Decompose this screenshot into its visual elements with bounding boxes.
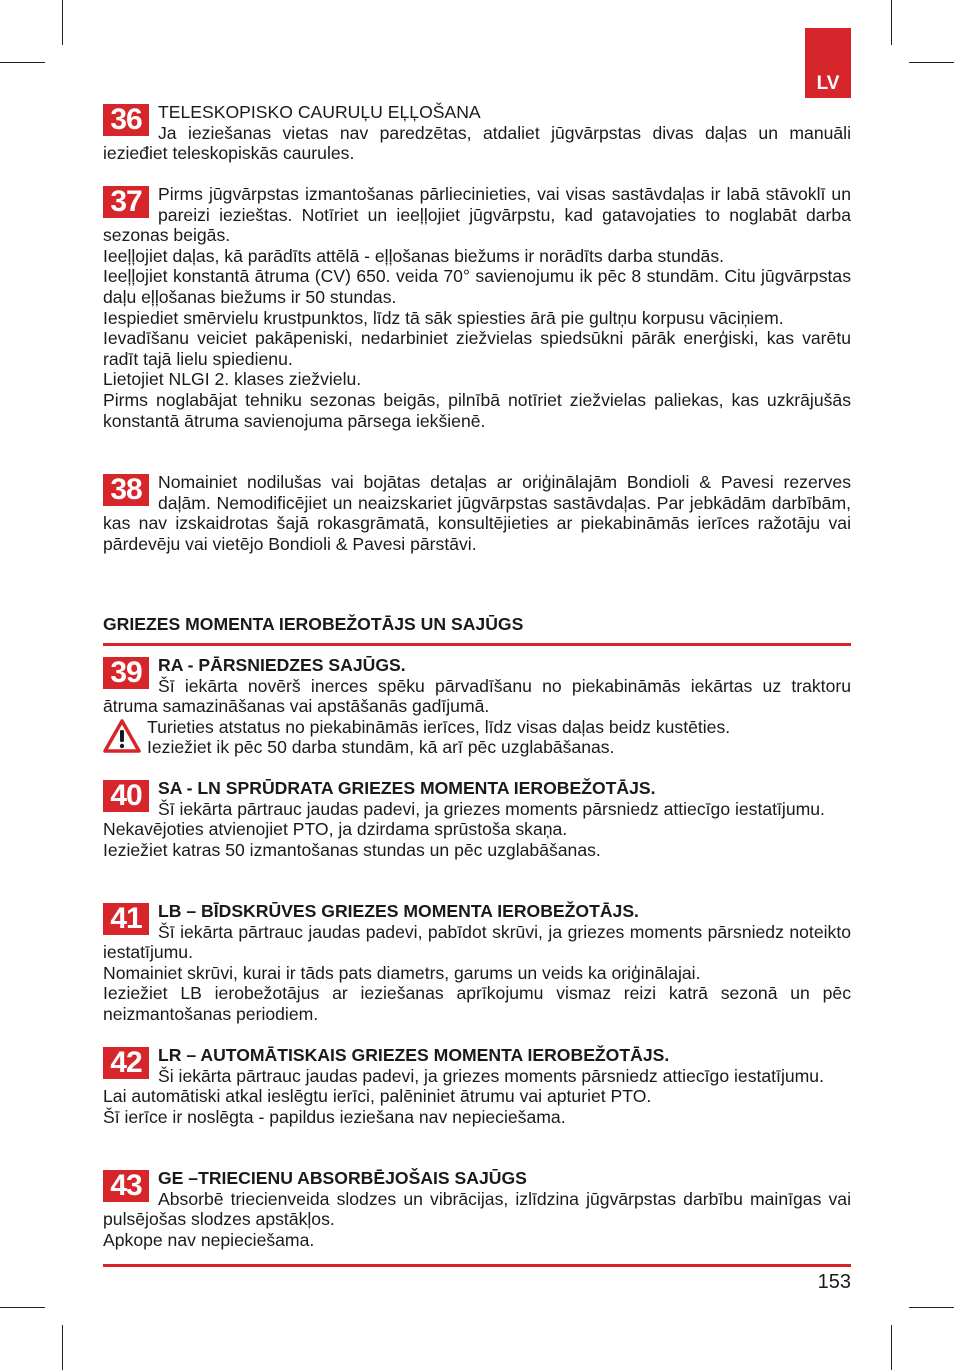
section-title: LR – AUTOMĀTISKAIS GRIEZES MOMENTA IEROBEŽOTĀJS. — [158, 1045, 670, 1065]
paragraph: Iespiediet smērvielu krustpunktos, līdz tā sāk spiesties ārā pie gultņu korpusu vāciņiem. — [103, 307, 784, 328]
crop-mark — [62, 0, 63, 45]
warning-text: Turieties atstatus no piekabināmās ierīces, līdz visas daļas beidz kustēties. — [147, 716, 731, 737]
paragraph: Šī iekārta novērš inerces spēku pārvadīšanu no piekabināmās iekārtas uz traktoru ātruma samazināšanas vai apstāšanās gadījumā. — [103, 675, 851, 717]
paragraph: Absorbē triecienveida slodzes un vibrācijas, izlīdzina jūgvārpstas darbību mainīgas vai pulsējošas slodzes apstākļos. — [103, 1188, 851, 1230]
paragraph: Šī iekārta pārtrauc jaudas padevi, ja griezes moments pārsniedz attiecīgo iestatījumu. — [158, 798, 825, 819]
paragraph: Ieeļļojiet daļas, kā parādīts attēlā - eļļošanas biežums ir norādīts darba stundās. — [103, 245, 725, 266]
section-title: TELESKOPISKO CAURUĻU EĻĻOŠANA — [158, 102, 481, 122]
crop-mark — [909, 1307, 954, 1308]
crop-mark — [891, 1325, 892, 1370]
paragraph: Ieziežiet katras 50 izmantošanas stundas un pēc uzglabāšanas. — [103, 839, 601, 860]
section-number: 40 — [103, 780, 149, 812]
warning-icon — [103, 719, 141, 753]
page-number: 153 — [817, 1271, 851, 1293]
paragraph: Pirms jūgvārpstas izmantošanas pārliecinieties, vai visas sastāvdaļas ir labā stāvoklī un pareizi iezieštas. Notīriet un ieeļļojiet jūgvārpstu, kad gatavojaties to noglabāt darba sezonas beigās. — [103, 184, 851, 246]
section-38 — [103, 472, 851, 554]
section-number: 38 — [103, 474, 149, 506]
paragraph: Lai automātiski atkal ieslēgtu ierīci, palēniniet ātrumu vai apturiet PTO. — [103, 1086, 652, 1107]
section-37 — [103, 184, 851, 431]
paragraph: Nekavējoties atvienojiet PTO, ja dzirdama sprūstoša skaņa. — [103, 819, 568, 840]
crop-mark — [0, 1307, 45, 1308]
crop-mark — [62, 1325, 63, 1370]
paragraph: Ievadīšanu veiciet pakāpeniski, nedarbiniet ziežvielas spiedsūkni pārāk enerģiski, kas varētu radīt tajā lielu spiedienu. — [103, 328, 851, 369]
warning-block — [103, 717, 851, 758]
footer-rule — [103, 1264, 851, 1267]
paragraph: Nomainiet skrūvi, kurai ir tāds pats diametrs, garums un veids ka oriģinālajai. — [103, 962, 701, 983]
paragraph: Šī ierīce ir noslēgta - papildus ieziešana nav nepieciešama. — [103, 1106, 566, 1127]
paragraph: Šī iekārta pārtrauc jaudas padevi, pabīdot skrūvi, ja griezes moments pārsniedz noteikto iestatījumu. — [103, 921, 851, 963]
paragraph: Nomainiet nodilušas vai bojātas detaļas ar oriģinālajām Bondioli & Pavesi rezerves daļām. Nemodificējiet un neaizskariet jūgvārpstas sastāvdaļas. Par jebkādām darbībām, kas nav izskaidrotas šajā rokasgrāmatā, konsultējieties ar piekabināmās ierīces ražotāju vai pārdevēju vai vietējo Bondioli & Pavesi pārstāvi. — [103, 472, 851, 554]
warning-text: Ieziežiet ik pēc 50 darba stundām, kā arī pēc uzglabāšanas. — [147, 737, 615, 758]
section-number: 37 — [103, 186, 149, 218]
crop-mark — [909, 62, 954, 63]
crop-mark — [891, 0, 892, 45]
heading-rule — [103, 643, 851, 646]
section-title: LB – BĪDSKRŪVES GRIEZES MOMENTA IEROBEŽOTĀJS. — [158, 901, 639, 921]
section-number: 36 — [103, 104, 149, 136]
paragraph: Pirms noglabājat tehniku sezonas beigās, pilnībā notīriet ziežvielas paliekas, kas uzkrājušās konstantā ātruma savienojuma pārsega iekšienē. — [103, 389, 851, 431]
section-39 — [103, 655, 851, 758]
section-title: SA - LN SPRŪDRATA GRIEZES MOMENTA IEROBEŽOTĀJS. — [158, 778, 656, 798]
section-number: 39 — [103, 657, 149, 689]
section-title: GE –TRIECIENU ABSORBĒJOŠAIS SAJŪGS — [158, 1168, 527, 1188]
section-40 — [103, 778, 851, 860]
section-42 — [103, 1045, 851, 1127]
paragraph: Ieziežiet LB ierobežotājus ar ieziešanas aprīkojumu vismaz reizi katrā sezonā un pēc neizmantošanas periodiem. — [103, 983, 851, 1024]
section-36 — [103, 102, 851, 164]
paragraph: Lietojiet NLGI 2. klases ziežvielu. — [103, 369, 362, 390]
crop-mark — [0, 62, 45, 63]
section-number: 43 — [103, 1170, 149, 1202]
language-badge: LV — [805, 28, 851, 98]
section-number: 41 — [103, 903, 149, 935]
section-43 — [103, 1168, 851, 1250]
section-title: RA - PĀRSNIEDZES SAJŪGS. — [158, 655, 406, 675]
paragraph: Apkope nav nepieciešama. — [103, 1229, 315, 1250]
section-number: 42 — [103, 1047, 149, 1079]
paragraph: Ieeļļojiet konstantā ātruma (CV) 650. veida 70° savienojumu ik pēc 8 stundām. Citu jūgvārpstas daļu eļļošanas biežums ir 50 stundas. — [103, 266, 851, 307]
paragraph: Ja ieziešanas vietas nav paredzētas, atdaliet jūgvārpstas divas daļas un manuāli iezieđiet teleskopiskās caurules. — [103, 122, 851, 164]
section-41 — [103, 901, 851, 1025]
section-heading: GRIEZES MOMENTA IEROBEŽOTĀJS UN SAJŪGS — [103, 614, 524, 634]
paragraph: Ši iekārta pārtrauc jaudas padevi, ja griezes moments pārsniedz attiecīgo iestatījumu. — [158, 1065, 824, 1086]
